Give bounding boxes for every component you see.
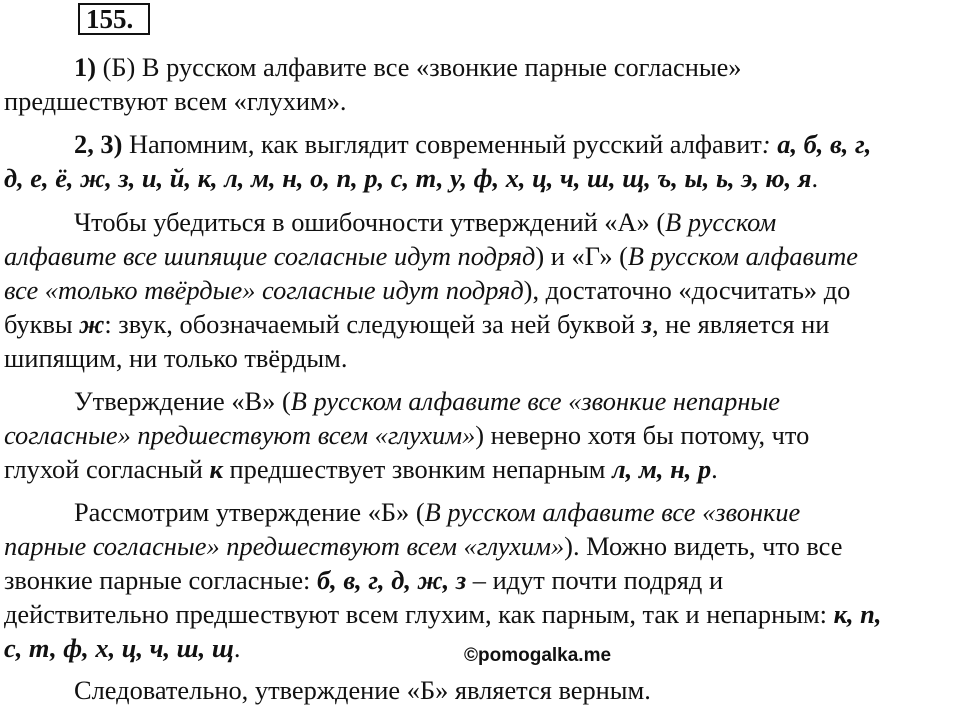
item-number: 2, 3) xyxy=(74,129,123,159)
alphabet-letters: д, е, ё, ж, з, и, й, к, л, м, н, о, п, р, с, т, у, ф, х, ц, ч, ш, щ, ъ, ы, ь, э, ю, я xyxy=(4,163,812,193)
paragraph-4: Утверждение «В» (В русском алфавите все «звонкие непарные согласные» предшествуют всем «глухим») неверно хотя бы потому, что глухой согласный к предшествует звонким непарным л, м, н, р. xyxy=(4,386,810,484)
paragraph-5: Рассмотрим утверждение «Б» (В русском алфавите все «звонкие парные согласные» предшествуют всем «глухим»). Можно видеть, что все звонкие парные согласные: б, в, г, д, ж, з – идут почти подряд и действительно предшествуют всем глухим, как парным, так и непарным: к, п, с, т, ф, х, ц, ч, ш, щ. xyxy=(4,497,882,663)
paragraph-1: 1) (Б) В русском алфавите все «звонкие парные согласные» предшествуют всем «глухим». xyxy=(4,52,742,116)
watermark: ©pomogalka.me xyxy=(464,645,612,666)
task-number: 155. xyxy=(78,3,150,35)
item-number: 1) xyxy=(74,52,96,82)
alphabet-letters: а, б, в, г, xyxy=(777,129,872,159)
paragraph-2: 2, 3) Напомним, как выглядит современный русский алфавит: а, б, в, г, д, е, ё, ж, з, и, й, к, л, м, н, о, п, р, с, т, у, ф, х, ц, ч, ш, щ, ъ, ы, ь, э, ю, я. xyxy=(4,129,872,193)
paragraph-3: Чтобы убедиться в ошибочности утверждений «А» (В русском алфавите все шипящие согласные идут подряд) и «Г» (В русском алфавите все «только твёрдые» согласные идут подряд), достаточно «досчитать» до буквы ж: звук, обозначаемый следующей за ней буквой з, не является ни шипящим, ни только твёрдым. xyxy=(4,207,858,373)
paragraph-6: Следовательно, утверждение «Б» является верным. xyxy=(74,675,651,705)
